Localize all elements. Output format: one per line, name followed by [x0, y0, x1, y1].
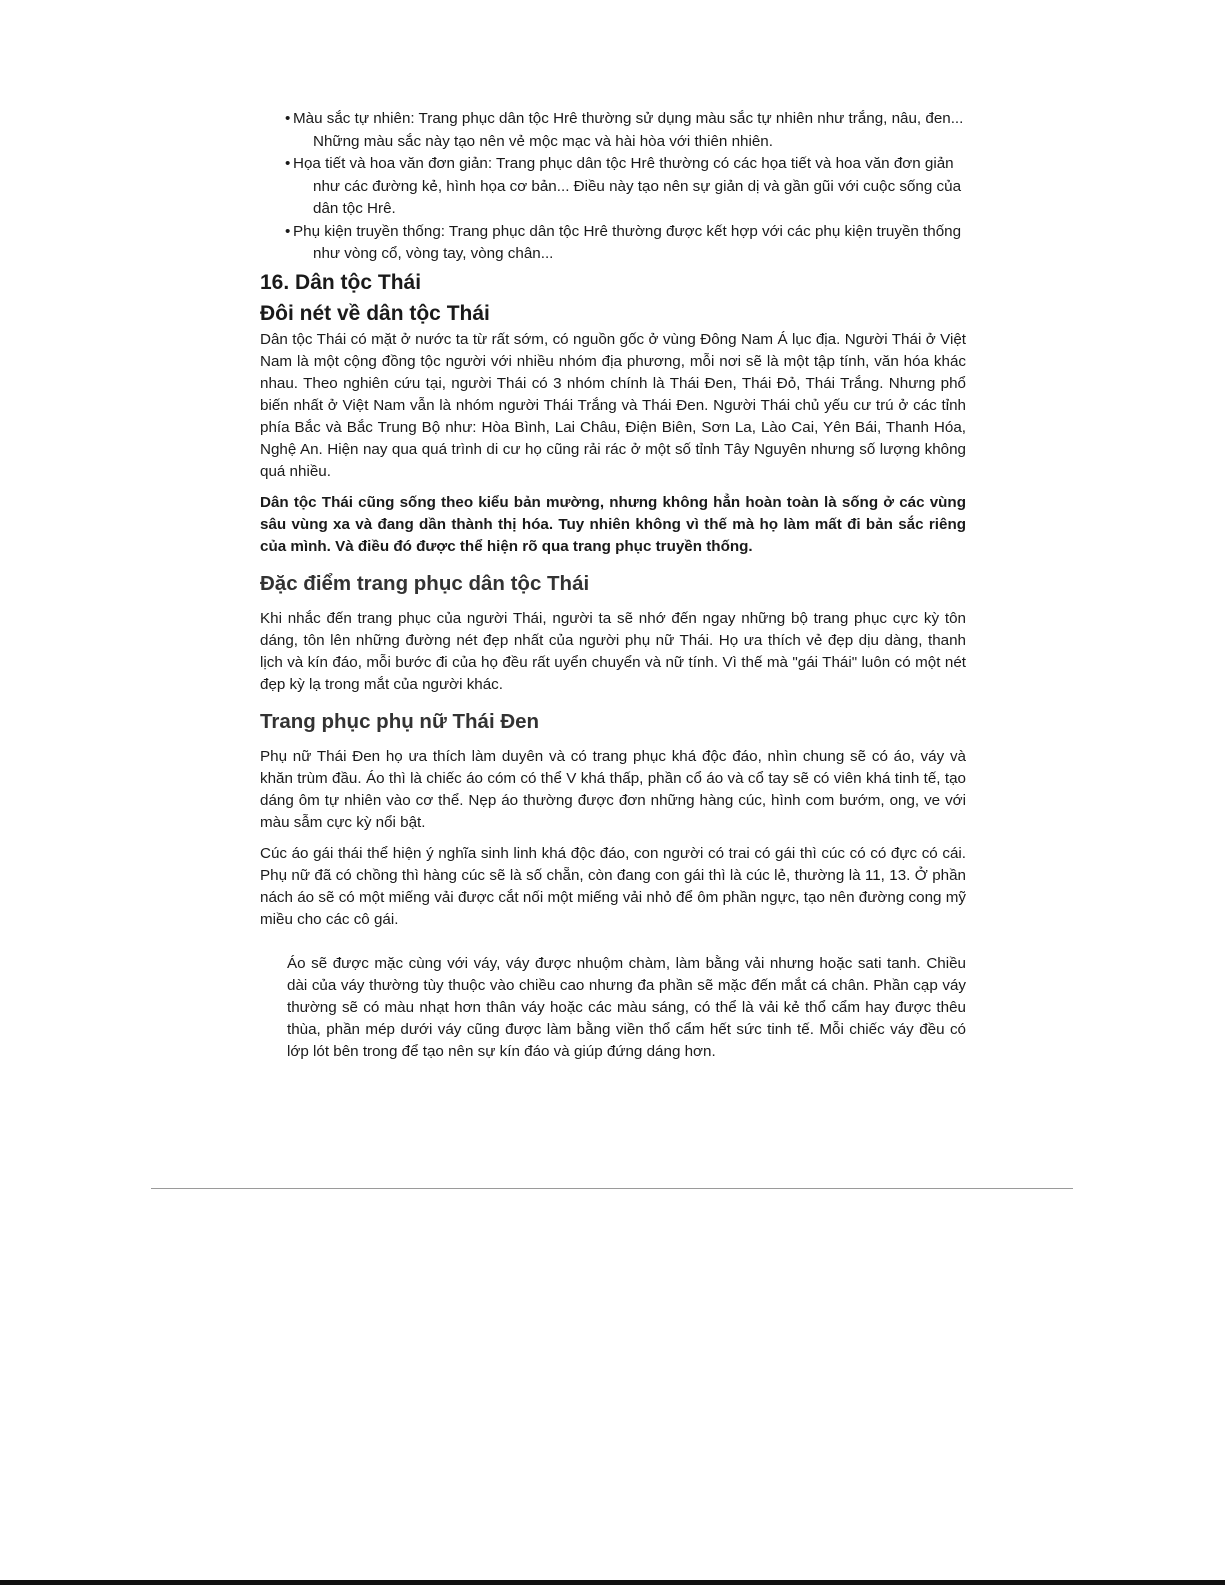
heading-features: Đặc điểm trang phục dân tộc Thái — [260, 571, 590, 595]
page-divider — [151, 1188, 1073, 1189]
bullet-text: Màu sắc tự nhiên: Trang phục dân tộc Hrê thường sử dụng màu sắc tự nhiên như trắng, nâu, đen... Những màu sắc này tạo nên vẻ mộc mạc và hài hòa với thiên nhiên. — [293, 110, 964, 150]
paragraph-features: Khi nhắc đến trang phục của người Thái, người ta sẽ nhớ đến ngay những bộ trang phục cực kỳ tôn dáng, tôn lên những đường nét đẹp nhất của người phụ nữ Thái. Họ ưa thích vẻ đẹp dịu dàng, thanh lịch và kín đáo, mỗi bước đi của họ đều rất uyển chuyển và nữ tính. Vì thế mà "gái Thái" luôn có một nét đẹp kỳ lạ trong mắt của người khác. — [260, 609, 966, 693]
document-page — [260, 108, 966, 1072]
paragraph-overview: Dân tộc Thái có mặt ở nước ta từ rất sớm, có nguồn gốc ở vùng Đông Nam Á lục địa. Người Thái ở Việt Nam là một cộng đồng tộc người với nhiều nhóm địa phương, mỗi nơi sẽ là một tập tính, văn hóa khác nhau. Theo nghiên cứu tại, người Thái có 3 nhóm chính là Thái Đen, Thái Đỏ, Thái Trắng. Nhưng phổ biến nhất ở Việt Nam vẫn là nhóm người Thái Trắng và Thái Đen. Người Thái chủ yếu cư trú ở các tỉnh phía Bắc và Bắc Trung Bộ như: Hòa Bình, Lai Châu, Điện Biên, Sơn La, Lào Cai, Yên Bái, Thanh Hóa, Nghệ An. Hiện nay qua quá trình di cư họ cũng rải rác ở một số tỉnh Tây Nguyên nhưng số lượng không quá nhiều. — [260, 330, 966, 480]
bottom-border — [0, 1580, 1225, 1585]
bullet-icon: • — [285, 110, 291, 127]
bullet-text: Phụ kiện truyền thống: Trang phục dân tộc Hrê thường được kết hợp với các phụ kiện truyền thống như vòng cổ, vòng tay, vòng chân... — [293, 222, 962, 262]
subheading-overview: Đôi nét về dân tộc Thái — [260, 301, 490, 325]
list-item — [285, 153, 966, 221]
bullet-text: Họa tiết và hoa văn đơn giản: Trang phục dân tộc Hrê thường có các họa tiết và hoa văn đơn giản như các đường kẻ, hình họa cơ bản... Điều này tạo nên sự giản dị và gần gũi với cuộc sống của dân tộc Hrê. — [293, 155, 962, 217]
bullet-icon: • — [285, 155, 291, 172]
paragraph-black-thai-1: Phụ nữ Thái Đen họ ưa thích làm duyên và có trang phục khá độc đáo, nhìn chung sẽ có áo, váy và khăn trùm đầu. Áo thì là chiếc áo cóm có thể V khá thấp, phần cổ áo và cổ tay sẽ có viên khá tinh tế, tạo dáng ôm tự nhiên vào cơ thể. Nẹp áo thường được đơn những hàng cúc, hình com bướm, ong, ve với màu sẫm cực kỳ nổi bật. — [260, 747, 966, 831]
list-item — [285, 221, 966, 266]
bullet-icon: • — [285, 222, 291, 240]
paragraph-bold: Dân tộc Thái cũng sống theo kiểu bản mường, nhưng không hẳn hoàn toàn là sống ở các vùng sâu vùng xa và đang dần thành thị hóa. Tuy nhiên không vì thế mà họ làm mất đi bản sắc riêng của mình. Và điều đó được thể hiện rõ qua trang phục truyền thống. — [260, 493, 966, 555]
paragraph-skirt: Áo sẽ được mặc cùng với váy, váy được nhuộm chàm, làm bằng vải nhưng hoặc sati tanh. Chiều dài của váy thường tùy thuộc vào chiều cao nhưng đa phần sẽ mặc đến mắt cá chân. Phần cạp váy thường sẽ có màu nhạt hơn thân váy hoặc các màu sáng, có thể là vải kẻ thổ cẩm hay được thêu thùa, phần mép dưới váy cũng được làm bằng viền thổ cẩm hết sức tinh tế. Mỗi chiếc váy đều có lớp lót bên trong để tạo nên sự kín đáo và giúp đứng dáng hơn. — [287, 954, 966, 1060]
paragraph-black-thai-2: Cúc áo gái thái thể hiện ý nghĩa sinh linh khá độc đáo, con người có trai có gái thì cúc có có đực có cái. Phụ nữ đã có chồng thì hàng cúc sẽ là số chẵn, còn đang con gái thì là cúc lẻ, thường là 11, 13. Ở phần nách áo sẽ có một miếng vải được cắt nối một miếng vải nhỏ để ôm phần ngực, tạo nên đường cong mỹ miều cho các cô gái. — [260, 844, 966, 928]
section-title: 16. Dân tộc Thái — [260, 270, 422, 294]
list-item — [285, 108, 966, 153]
bullet-list — [285, 108, 966, 266]
heading-black-thai: Trang phục phụ nữ Thái Đen — [260, 709, 540, 733]
